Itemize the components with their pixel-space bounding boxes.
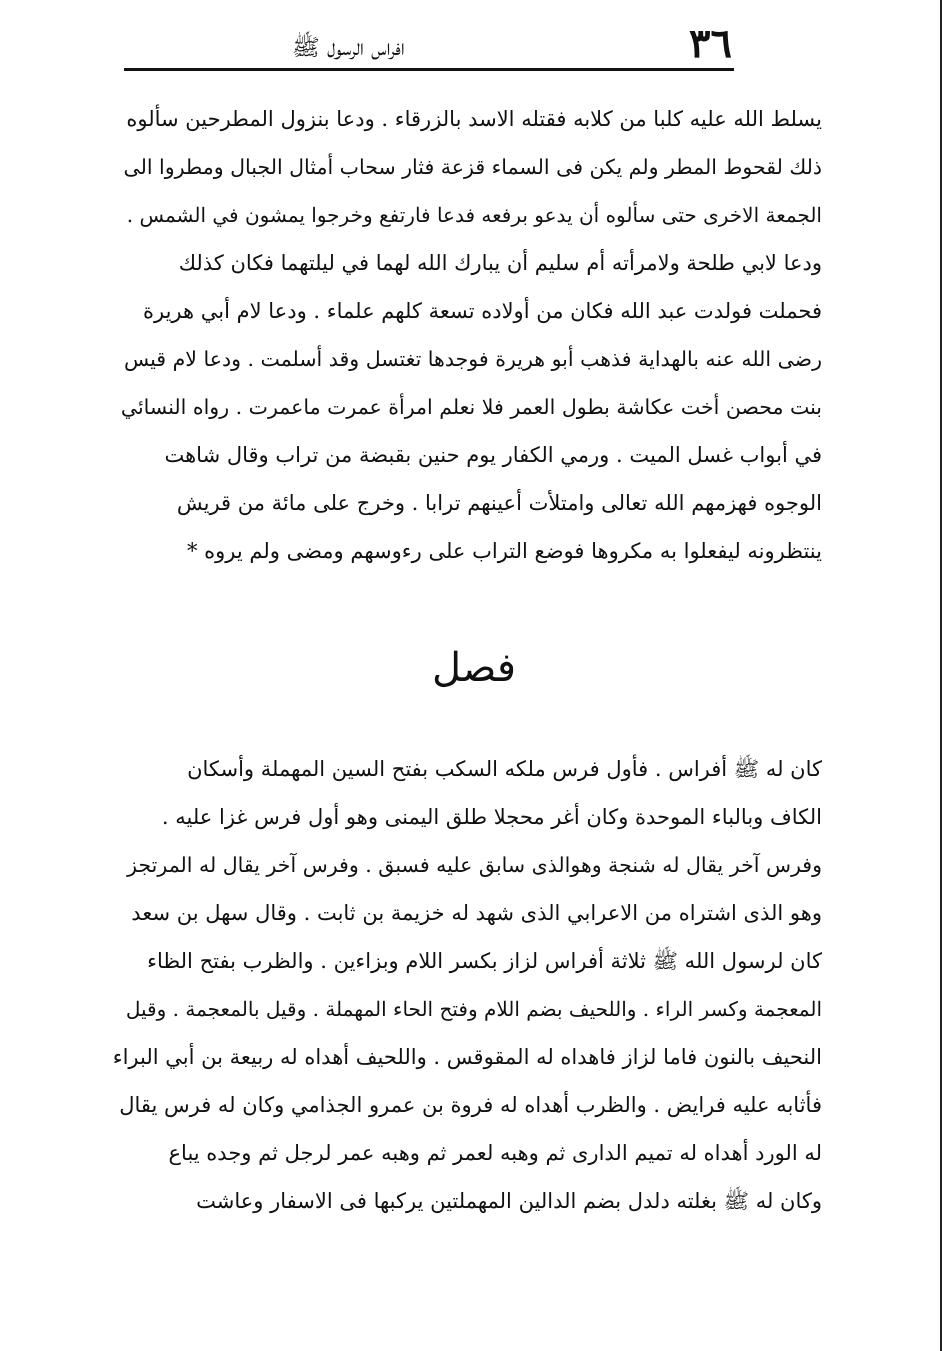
page-number: ٣٦: [689, 20, 732, 67]
text-line: بنت محصن أخت عكاشة بطول العمر فلا نعلم امرأة عمرت ماعمرت . رواه النسائي: [120, 395, 822, 419]
text-line: الكاف وبالباء الموحدة وكان أغر محجلا طلق اليمنى وهو أول فرس غزا عليه .: [161, 805, 822, 829]
text-line: ينتظرونه ليفعلوا به مكروها فوضع التراب على رءوسهم ومضى ولم يروه *: [186, 539, 822, 563]
section-heading: فصل: [431, 645, 517, 691]
page-header: [122, 20, 732, 67]
text-line: كان له ﷺ أفراس . فأول فرس ملكه السكب بفتح السين المهملة وأسكان: [187, 757, 822, 781]
text-line: الوجوه فهزمهم الله تعالى وامتلأت أعينهم ترابا . وخرج على مائة من قريش: [176, 491, 822, 515]
text-line: ودعا لابي طلحة ولامرأته أم سليم أن يبارك الله لهما في ليلتهما فكان كذلك: [178, 251, 822, 275]
text-line: وهو الذى اشتراه من الاعرابي الذى شهد له خزيمة بن ثابت . وقال سهل بن سعد: [131, 901, 822, 925]
text-line: المعجمة وكسر الراء . واللحيف بضم اللام وفتح الحاء المهملة . وقيل بالمعجمة . وقيل: [125, 997, 822, 1021]
text-line: ذلك لقحوط المطر ولم يكن فى السماء قزعة فثار سحاب أمثال الجبال ومطروا الى: [123, 155, 822, 179]
paragraph-miracles: [112, 95, 822, 575]
text-line: الجمعة الاخرى حتى سألوه أن يدعو برفعه فدعا فارتفع وخرجوا يمشون في الشمس .: [126, 203, 822, 227]
running-title: افراس الرسول ﷺ: [292, 35, 405, 61]
text-line: فحملت فولدت عبد الله فكان من أولاده تسعة كلهم علماء . ودعا لام أبي هريرة: [143, 299, 822, 323]
paragraph-horses: [112, 745, 822, 1225]
text-line: النحيف بالنون فاما لزاز فاهداه له المقوقس . واللحيف أهداه له ربيعة بن أبي البراء: [112, 1045, 822, 1069]
text-line: كان لرسول الله ﷺ ثلاثة أفراس لزاز بكسر اللام وبزاءين . والظرب بفتح الظاء: [147, 949, 822, 973]
text-line: يسلط الله عليه كلبا من كلابه فقتله الاسد بالزرقاء . ودعا بنزول المطرحين سألوه: [126, 107, 822, 131]
text-line: رضى الله عنه بالهداية فذهب أبو هريرة فوجدها تغتسل وقد أسلمت . ودعا لام قيس: [123, 347, 822, 371]
text-line: وكان له ﷺ بغلته دلدل بضم الدالين المهملتين يركبها فى الاسفار وعاشت: [196, 1189, 822, 1213]
header-rule: [124, 68, 734, 71]
text-line: له الورد أهداه له تميم الدارى ثم وهبه لعمر ثم وهبه عمر لرجل ثم وجده يباع: [168, 1141, 822, 1165]
text-line: وفرس آخر يقال له شنجة وهوالذى سابق عليه فسبق . وفرس آخر يقال له المرتجز: [127, 853, 822, 877]
text-line: فأثابه عليه فرايض . والظرب أهداه له فروة بن عمرو الجذامي وكان له فرس يقال: [119, 1093, 822, 1117]
text-line: في أبواب غسل الميت . ورمي الكفار يوم حنين بقبضة من تراب وقال شاهت: [164, 443, 822, 467]
